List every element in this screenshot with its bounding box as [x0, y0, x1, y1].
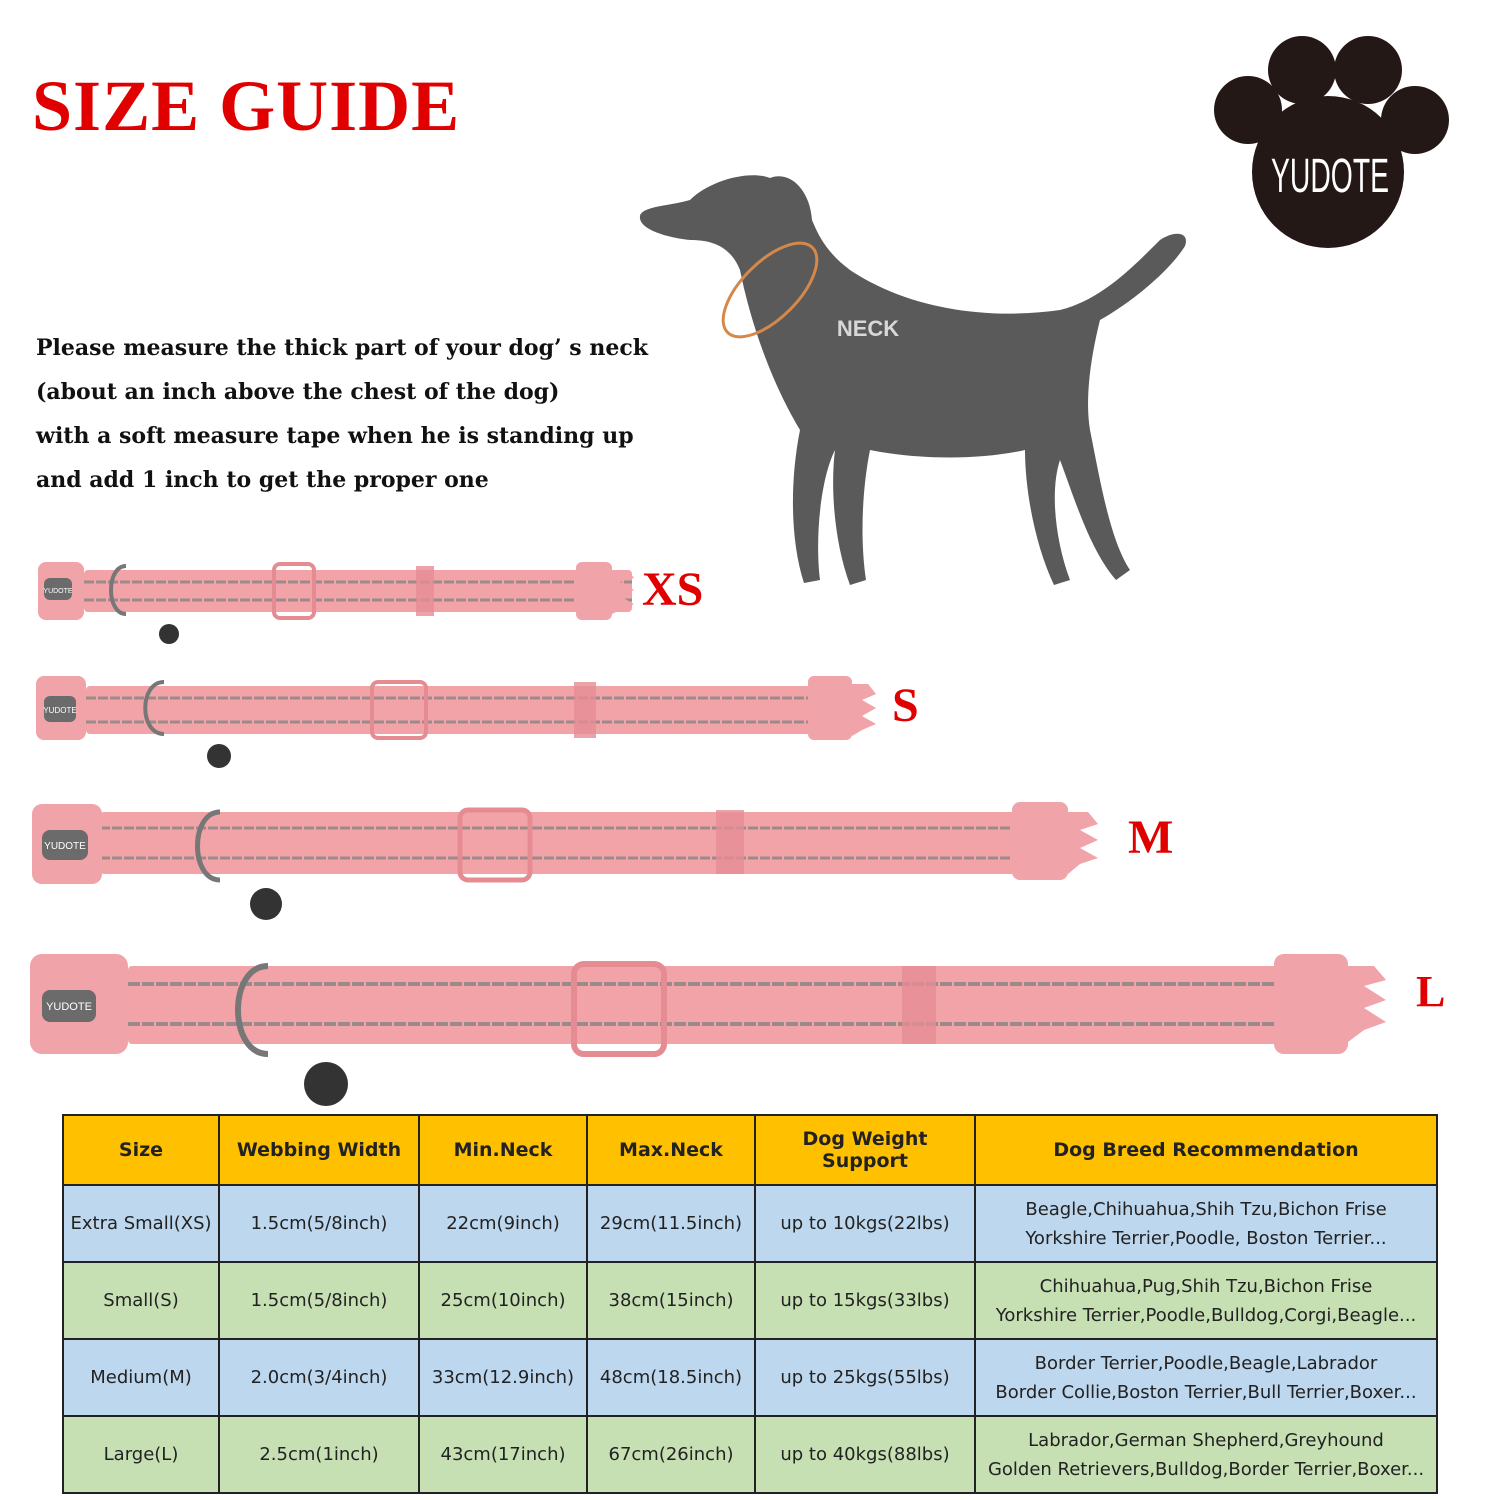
- cell-min-neck: 25cm(10inch): [419, 1262, 587, 1339]
- cell-size: Extra Small(XS): [63, 1185, 219, 1262]
- breed-line: Border Collie,Boston Terrier,Bull Terrier,Boxer...: [995, 1381, 1417, 1403]
- col-header-max-neck: Max.Neck: [587, 1115, 755, 1185]
- cell-width: 1.5cm(5/8inch): [219, 1185, 419, 1262]
- breed-line: Border Terrier,Poodle,Beagle,Labrador: [1034, 1352, 1378, 1374]
- cell-weight: up to 15kgs(33lbs): [755, 1262, 975, 1339]
- cell-breed: [975, 1339, 1437, 1416]
- cell-weight: up to 10kgs(22lbs): [755, 1185, 975, 1262]
- size-label-m: M: [1128, 811, 1174, 864]
- table-row: [63, 1185, 1437, 1262]
- collar-tag: YUDOTE: [46, 1001, 92, 1013]
- instruction-line: (about an inch above the chest of the dog): [36, 379, 560, 405]
- breed-line: Yorkshire Terrier,Poodle, Boston Terrier...: [1025, 1227, 1387, 1249]
- collar-l-image: [28, 944, 1408, 1114]
- size-table: [62, 1114, 1438, 1494]
- table-row: [63, 1416, 1437, 1493]
- cell-size: Medium(M): [63, 1339, 219, 1416]
- size-label-s: S: [892, 679, 919, 732]
- breed-line: Chihuahua,Pug,Shih Tzu,Bichon Frise: [1039, 1275, 1373, 1297]
- page-title: SIZE GUIDE: [32, 66, 461, 146]
- cell-width: 2.5cm(1inch): [219, 1416, 419, 1493]
- cell-weight: up to 25kgs(55lbs): [755, 1339, 975, 1416]
- cell-max-neck: 38cm(15inch): [587, 1262, 755, 1339]
- size-label-l: L: [1416, 967, 1446, 1016]
- cell-breed: [975, 1185, 1437, 1262]
- collar-tag: YUDOTE: [43, 588, 73, 595]
- brand-name: YUDOTE: [1271, 150, 1389, 203]
- cell-min-neck: 43cm(17inch): [419, 1416, 587, 1493]
- col-header-size: Size: [63, 1115, 219, 1185]
- cell-min-neck: 33cm(12.9inch): [419, 1339, 587, 1416]
- table-row: [63, 1262, 1437, 1339]
- breed-line: Golden Retrievers,Bulldog,Border Terrier,Boxer...: [987, 1458, 1425, 1480]
- col-header-breed: Dog Breed Recommendation: [975, 1115, 1437, 1185]
- col-header-webbing-width: Webbing Width: [219, 1115, 419, 1185]
- collar-xs-image: [36, 556, 636, 651]
- cell-max-neck: 29cm(11.5inch): [587, 1185, 755, 1262]
- collar-tag: YUDOTE: [44, 841, 86, 852]
- table-header-row: [63, 1115, 1437, 1185]
- table-row: [63, 1339, 1437, 1416]
- cell-min-neck: 22cm(9inch): [419, 1185, 587, 1262]
- breed-line: Beagle,Chihuahua,Shih Tzu,Bichon Frise: [1025, 1198, 1387, 1220]
- dog-silhouette: [630, 160, 1200, 590]
- instruction-line: Please measure the thick part of your dog’ s neck: [36, 335, 648, 361]
- collar-s-image: [34, 672, 884, 772]
- instruction-line: with a soft measure tape when he is standing up: [36, 423, 634, 449]
- paw-logo: [1210, 30, 1450, 250]
- neck-label: NECK: [836, 316, 900, 341]
- cell-width: 2.0cm(3/4inch): [219, 1339, 419, 1416]
- cell-breed: [975, 1262, 1437, 1339]
- col-header-min-neck: Min.Neck: [419, 1115, 587, 1185]
- collar-m-image: [30, 798, 1120, 928]
- cell-size: Small(S): [63, 1262, 219, 1339]
- instruction-line: and add 1 inch to get the proper one: [36, 467, 489, 493]
- cell-size: Large(L): [63, 1416, 219, 1493]
- col-header-weight: Dog Weight Support: [755, 1115, 975, 1185]
- size-label-xs: XS: [642, 563, 704, 616]
- breed-line: Yorkshire Terrier,Poodle,Bulldog,Corgi,Beagle...: [995, 1304, 1417, 1326]
- breed-line: Labrador,German Shepherd,Greyhound: [1028, 1429, 1384, 1451]
- cell-breed: [975, 1416, 1437, 1493]
- measure-instructions: [36, 326, 648, 502]
- cell-width: 1.5cm(5/8inch): [219, 1262, 419, 1339]
- collar-tag: YUDOTE: [43, 706, 77, 715]
- cell-weight: up to 40kgs(88lbs): [755, 1416, 975, 1493]
- cell-max-neck: 48cm(18.5inch): [587, 1339, 755, 1416]
- cell-max-neck: 67cm(26inch): [587, 1416, 755, 1493]
